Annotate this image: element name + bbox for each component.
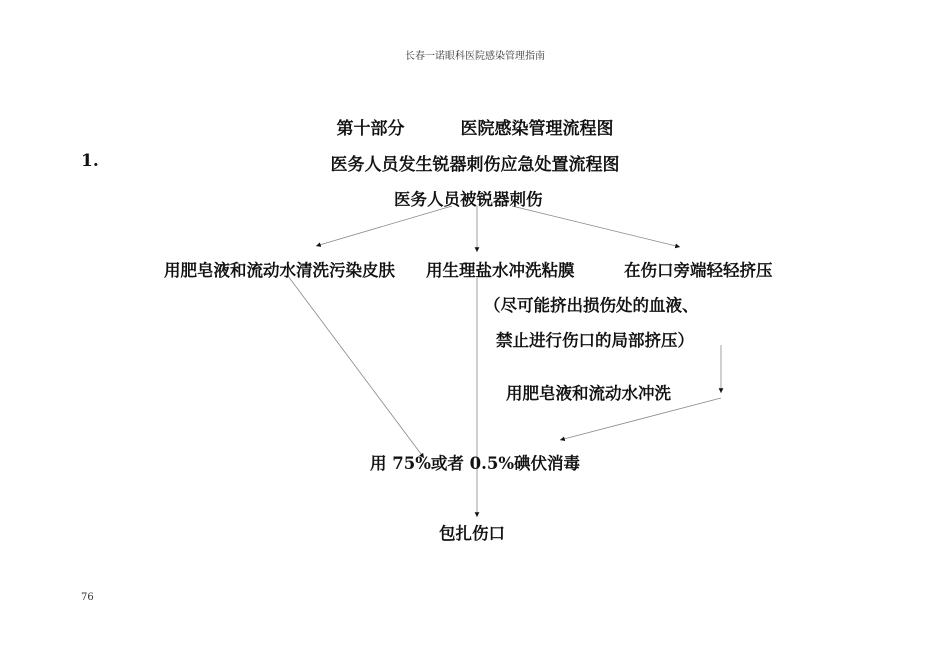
arrow-skin-to-disinfect bbox=[288, 276, 424, 458]
node-squeeze-wound: 在伤口旁端轻轻挤压 bbox=[624, 261, 773, 280]
arrow-start-to-squeeze bbox=[512, 206, 680, 247]
section-title-text: 医院感染管理流程图 bbox=[460, 119, 614, 139]
page-number: 76 bbox=[81, 592, 94, 603]
node-disinfect: 用 75%或者 0.5%碘伏消毒 bbox=[370, 454, 581, 473]
node-note-line1: （尽可能挤出损伤处的血液、 bbox=[484, 296, 699, 315]
page-header: 长春一诺眼科医院感染管理指南 bbox=[405, 51, 545, 62]
node-wash-skin: 用肥皂液和流动水清洗污染皮肤 bbox=[164, 261, 395, 280]
node-rinse-mucosa: 用生理盐水冲洗粘膜 bbox=[426, 261, 575, 280]
section-part-label: 第十部分 bbox=[336, 119, 405, 139]
node-rinse-soap: 用肥皂液和流动水冲洗 bbox=[506, 384, 671, 403]
flowchart-title: 医务人员发生锐器刺伤应急处置流程图 bbox=[330, 155, 620, 175]
arrow-rinse-to-disinfect bbox=[560, 398, 721, 440]
item-number: 1. bbox=[81, 151, 99, 171]
arrow-start-to-skin bbox=[316, 206, 452, 246]
node-bandage: 包扎伤口 bbox=[439, 524, 505, 543]
node-start: 医务人员被锐器刺伤 bbox=[394, 190, 543, 209]
node-note-line2: 禁止进行伤口的局部挤压） bbox=[496, 331, 694, 350]
